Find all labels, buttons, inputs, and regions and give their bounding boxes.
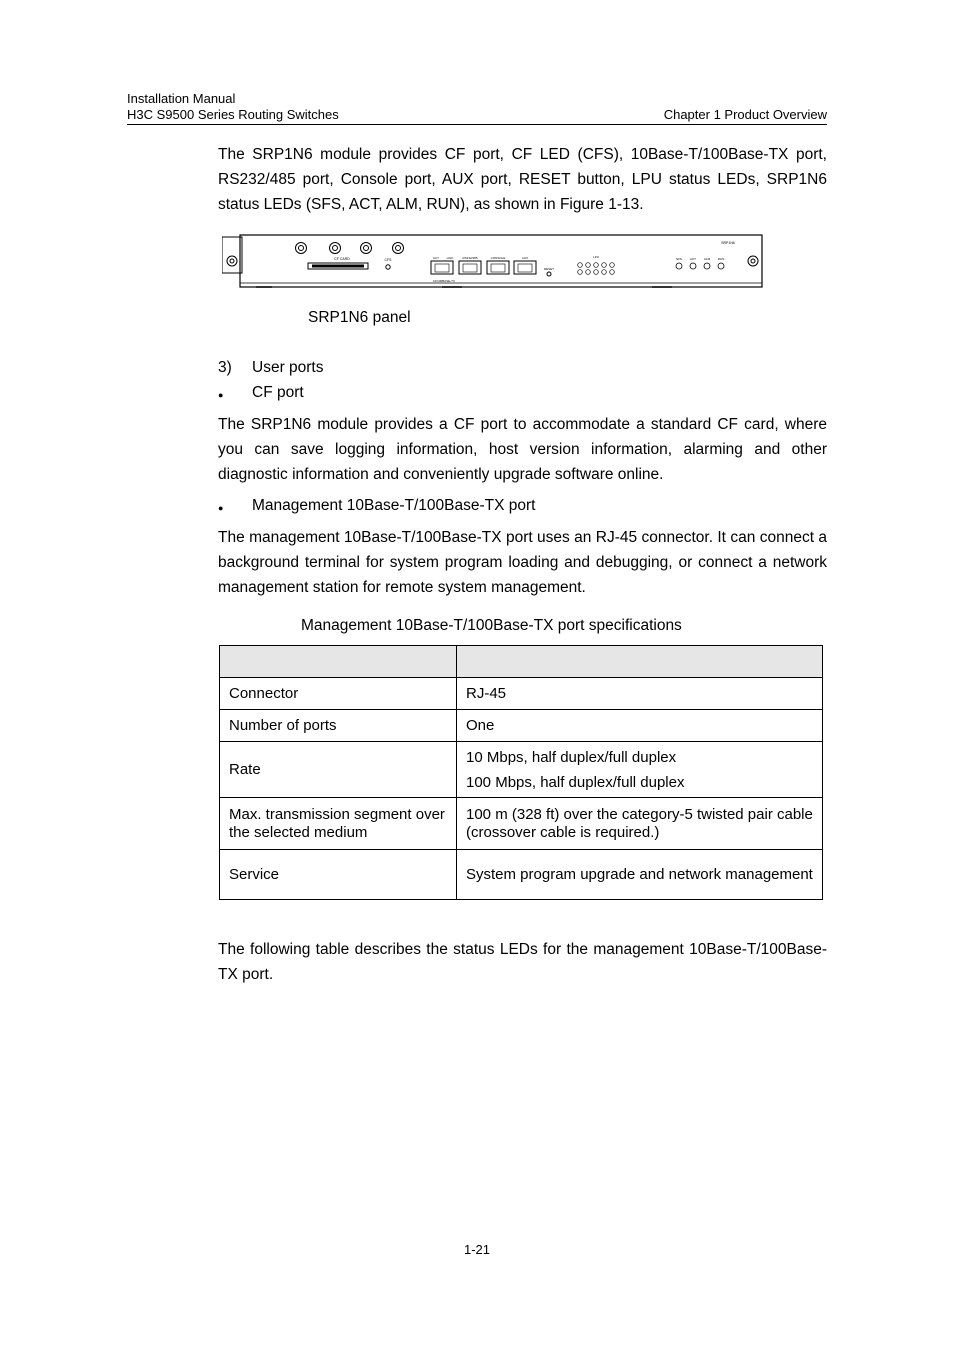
table-cell-item: Max. transmission segment over the selected medium [220, 798, 457, 850]
header-product: H3C S9500 Series Routing Switches [127, 107, 339, 122]
table-cell-value: RJ-45 [457, 678, 823, 710]
mgmt-paragraph: The management 10Base-T/100Base-TX port uses an RJ-45 connector. It can connect a background terminal for system program loading and debugging, or connect a network management station for remote system management. [218, 529, 827, 596]
label-lpu: LPU [593, 255, 599, 259]
table-cell-item: Connector [220, 678, 457, 710]
label-act: ACT [433, 256, 439, 260]
page-number: 1-21 [463, 1242, 491, 1257]
table-cell-value: One [457, 710, 823, 742]
spec-table [219, 645, 823, 900]
table-row [220, 678, 823, 710]
table-cell-item: Service [220, 850, 457, 900]
label-cfs: CFS [384, 258, 392, 262]
section-title: User ports [252, 359, 324, 376]
bullet-mgmt-port-text: Management 10Base-T/100Base-TX port [252, 497, 536, 514]
cf-paragraph: The SRP1N6 module provides a CF port to accommodate a standard CF card, where you can save logging information, host version information, alarming and other diagnostic information and conveniently upgrade software online. [218, 416, 827, 483]
figure-caption: SRP1N6 panel [308, 309, 411, 326]
table-row [220, 798, 823, 850]
label-cf-card: CF CARD [334, 257, 350, 261]
label-reset: RESET [543, 267, 555, 271]
label-run: RUN [717, 257, 725, 261]
table-cell-value [457, 742, 823, 798]
header-rule [127, 124, 827, 125]
label-console: CONSOLE [490, 256, 506, 260]
table-row [220, 850, 823, 900]
table-cell-value: 100 m (328 ft) over the category-5 twisted pair cable (crossover cable is required.) [457, 798, 823, 850]
led-paragraph: The following table describes the status LEDs for the management 10Base-T/100Base-TX port. [218, 941, 827, 983]
bullet-cf-port-text: CF port [252, 384, 304, 401]
label-alm: ALM [703, 257, 711, 261]
table-cell-value: System program upgrade and network management [457, 850, 823, 900]
table-row [220, 742, 823, 798]
header-chapter: Chapter 1 Product Overview [663, 107, 827, 122]
label-link: LINK [446, 256, 454, 260]
rate-line-2: 100 Mbps, half duplex/full duplex [466, 773, 685, 791]
table-row [220, 710, 823, 742]
label-rs232-485: RS232/485 [462, 256, 478, 260]
rate-line-1: 10 Mbps, half duplex/full duplex [466, 748, 677, 766]
bullet-icon: ● [218, 390, 224, 400]
header-doc-title: Installation Manual [127, 91, 236, 106]
table-header-row [220, 646, 823, 678]
section-number: 3) [218, 359, 232, 376]
label-sfs: SFS [676, 257, 682, 261]
table-header-item [220, 646, 457, 678]
label-model: SRP1N6 [721, 241, 735, 245]
srp1n6-panel-figure [222, 233, 764, 295]
bullet-icon: ● [218, 503, 224, 513]
header-line-2 [127, 107, 827, 123]
label-act2: ACT [690, 257, 696, 261]
table-header-value [457, 646, 823, 678]
table-caption: Management 10Base-T/100Base-TX port specifications [301, 617, 682, 634]
table-cell-item: Rate [220, 742, 457, 798]
intro-paragraph: The SRP1N6 module provides CF port, CF LED (CFS), 10Base-T/100Base-TX port, RS232/485 port, Console port, AUX port, RESET button, LPU status LEDs, SRP1N6 status LEDs (SFS, ACT, ALM, RUN), as shown in Figure 1-13. [218, 146, 827, 213]
label-aux: AUX [521, 256, 529, 260]
table-cell-item: Number of ports [220, 710, 457, 742]
label-10-100-port: 10/100BASE-TX [432, 279, 456, 283]
